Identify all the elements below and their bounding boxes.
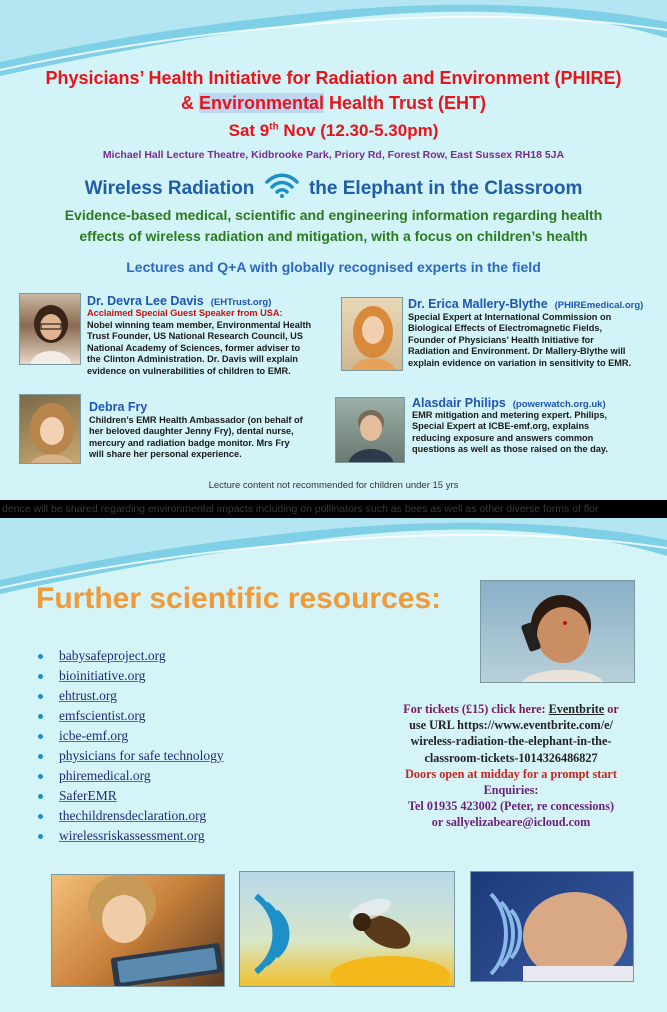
date-superscript: th xyxy=(269,121,279,133)
speaker-org: (powerwatch.org.uk) xyxy=(512,399,606,410)
bio-line: questions as well as those raised on the day. xyxy=(412,444,608,455)
bio-line: Trust Founder, US National Research Council, US xyxy=(87,331,303,342)
bullet-dot-icon xyxy=(38,774,43,779)
bio-line: EMR mitigation and metering expert. Philips, xyxy=(412,410,608,420)
speaker-bio-devra-davis xyxy=(87,320,311,377)
speaker-photo-devra-davis xyxy=(19,293,81,365)
bio-line: mercury and radiation badge monitor. Mrs Fry xyxy=(89,437,290,448)
resource-link[interactable]: phiremedical.org xyxy=(59,768,151,783)
enquiries-email[interactable]: or sallyelizabeare@icloud.com xyxy=(431,815,591,830)
doors-open: Doors open at midday for a prompt start xyxy=(405,766,617,781)
eventbrite-link[interactable]: Eventbrite xyxy=(548,702,605,716)
bio-line: National Academy of Sciences, former adviser to xyxy=(87,342,301,353)
clipped-text-strip: dence will be shared regarding environmental impacts including on pollinators such as bees as well as other diverse forms of flor xyxy=(0,500,667,518)
resources-heading: Further scientific resources: xyxy=(36,582,442,615)
title-line-2-prefix: & xyxy=(180,93,199,113)
bio-line: evidence on vulnerabilities of children to EMR. xyxy=(87,365,291,376)
resource-link[interactable]: babysafeproject.org xyxy=(59,648,166,663)
resource-link[interactable]: icbe-emf.org xyxy=(59,728,129,743)
resource-link[interactable]: physicians for safe technology xyxy=(59,748,224,763)
photo-girl-with-tablet xyxy=(51,874,225,987)
speaker-photo-alasdair-philips xyxy=(335,397,405,463)
resource-link[interactable]: SaferEMR xyxy=(59,788,117,803)
resource-link[interactable]: thechildrensdeclaration.org xyxy=(59,808,207,823)
event-date xyxy=(0,121,667,141)
speaker-photo-erica-mallery-blythe xyxy=(341,297,403,371)
age-note: Lecture content not recommended for children under 15 yrs xyxy=(208,480,459,491)
list-item[interactable] xyxy=(38,766,224,786)
subtitle-left: Wireless Radiation xyxy=(84,178,255,199)
resource-link[interactable]: wirelessriskassessment.org xyxy=(59,828,205,843)
ticket-info xyxy=(376,701,646,831)
photo-bee-on-flower xyxy=(239,871,455,987)
bio-line: Children’s EMR Health Ambassador (on behalf of xyxy=(89,415,303,425)
list-item[interactable] xyxy=(38,746,224,766)
bio-line: her beloved daughter Jenny Fry), dental nurse, xyxy=(89,426,294,437)
resource-list xyxy=(38,646,224,846)
ticket-url-line[interactable]: use URL https://www.eventbrite.com/e/ xyxy=(409,718,613,733)
speaker-highlight: Acclaimed Special Guest Speaker from USA: xyxy=(87,308,283,318)
speaker-name-erica-mallery-blythe xyxy=(408,297,643,311)
list-item[interactable] xyxy=(38,646,224,666)
wifi-icon xyxy=(264,172,300,198)
list-item[interactable] xyxy=(38,726,224,746)
enquiries-phone: Tel 01935 423002 (Peter, re concessions) xyxy=(407,799,615,814)
venue: Michael Hall Lecture Theatre, Kidbrooke Park, Priory Rd, Forest Row, East Sussex RH18 5JA xyxy=(102,149,565,161)
title-line-1: Physicians’ Health Initiative for Radiation and Environment (PHIRE) xyxy=(45,68,622,88)
title-highlight: Environmental xyxy=(198,93,324,113)
speaker-org: (EHTrust.org) xyxy=(210,297,272,308)
bio-line: Special Expert at ICBE-emf.org, explains xyxy=(412,421,590,432)
resource-link[interactable]: ehtrust.org xyxy=(59,688,117,703)
bio-line: the Clinton Administration. Dr. Davis will explain xyxy=(87,354,299,365)
bullet-dot-icon xyxy=(38,654,43,659)
title-line-2 xyxy=(0,93,667,114)
event-subtitle xyxy=(0,172,667,200)
bullet-dot-icon xyxy=(38,754,43,759)
ticket-line-1 xyxy=(376,701,646,717)
photo-child-with-phone xyxy=(480,580,635,683)
speaker-name-text: Alasdair Philips xyxy=(412,396,506,410)
bullet-dot-icon xyxy=(38,714,43,719)
list-item[interactable] xyxy=(38,666,224,686)
speaker-photo-debra-fry xyxy=(19,394,81,464)
speaker-name-devra-davis xyxy=(87,294,271,308)
list-item[interactable] xyxy=(38,806,224,826)
speaker-name-text: Debra Fry xyxy=(89,400,148,414)
list-item[interactable] xyxy=(38,686,224,706)
bio-line: Nobel winning team member, Environmental Health xyxy=(87,320,312,330)
bio-line: explain evidence on variation in sensitivity to EMR. xyxy=(408,357,632,368)
speaker-name-debra-fry xyxy=(89,400,147,414)
bullet-dot-icon xyxy=(38,834,43,839)
list-item[interactable] xyxy=(38,826,224,846)
ticket-suffix: or xyxy=(604,702,619,716)
bullet-dot-icon xyxy=(38,814,43,819)
ticket-url-line[interactable]: wireless-radiation-the-elephant-in-the- xyxy=(410,734,612,749)
ticket-url-line[interactable]: classroom-tickets-1014326486827 xyxy=(424,750,598,765)
date-prefix: Sat 9 xyxy=(228,121,270,140)
speaker-bio-debra-fry xyxy=(89,415,303,461)
photo-pregnant-belly xyxy=(470,871,634,982)
speaker-name-text: Dr. Erica Mallery-Blythe xyxy=(408,297,548,311)
resource-link[interactable]: emfscientist.org xyxy=(59,708,146,723)
bio-line: will share her personal experience. xyxy=(89,449,242,460)
speaker-name-text: Dr. Devra Lee Davis xyxy=(87,294,204,308)
bullet-dot-icon xyxy=(38,674,43,679)
evidence-line-2: effects of wireless radiation and mitigation, with a focus on children’s health xyxy=(79,228,588,244)
enquiries-label: Enquiries: xyxy=(483,783,539,798)
bullet-dot-icon xyxy=(38,734,43,739)
bullet-dot-icon xyxy=(38,694,43,699)
date-suffix: Nov (12.30-5.30pm) xyxy=(278,121,439,140)
speaker-name-alasdair-philips xyxy=(412,396,606,410)
evidence-line-1: Evidence-based medical, scientific and engineering information regarding health xyxy=(64,207,603,223)
flyer-top-panel xyxy=(0,0,667,500)
title-line-2-suffix: Health Trust (EHT) xyxy=(324,93,487,113)
lectures-line: Lectures and Q+A with globally recognised experts in the field xyxy=(126,259,541,275)
bio-line: Biological Effects of Electromagnetic Fields, xyxy=(408,323,603,334)
speaker-bio-alasdair-philips xyxy=(412,410,608,456)
bio-line: Radiation and Environment. Dr Mallery-Blythe will xyxy=(408,346,626,357)
speaker-bio-erica-mallery-blythe xyxy=(408,312,631,369)
resource-link[interactable]: bioinitiative.org xyxy=(59,668,146,683)
list-item[interactable] xyxy=(38,706,224,726)
bio-line: reducing exposure and answers common xyxy=(412,432,594,443)
subtitle-right: the Elephant in the Classroom xyxy=(308,178,583,199)
list-item[interactable] xyxy=(38,786,224,806)
speaker-org: (PHIREmedical.org) xyxy=(554,300,644,311)
bio-line: Founder of Physicians’ Health Initiative for xyxy=(408,334,594,345)
ticket-prefix: For tickets (£15) click here: xyxy=(403,702,549,716)
bullet-dot-icon xyxy=(38,794,43,799)
bio-line: Special Expert at International Commission on xyxy=(408,312,612,322)
